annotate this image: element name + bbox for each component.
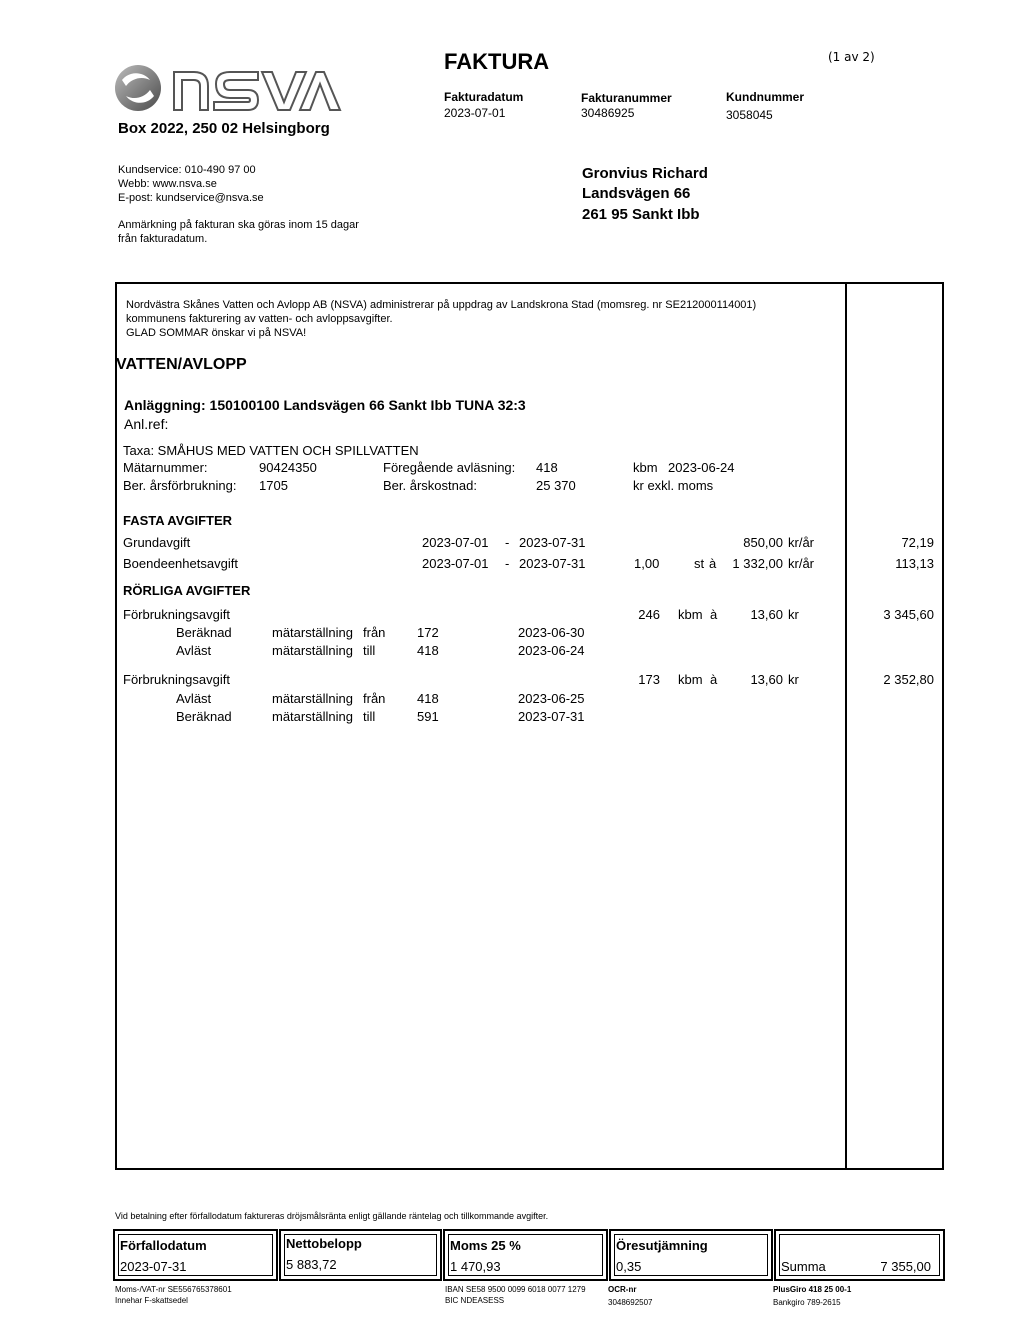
arsforbrukning-value: 1705 (259, 478, 288, 493)
usage-fee-amount: 2 352,80 (883, 672, 934, 687)
fee-to: 2023-07-31 (519, 556, 586, 571)
reading-date: 2023-06-24 (518, 643, 585, 658)
usage-fee-price-unit: kr (788, 672, 799, 687)
reading-label: mätarställning (272, 691, 353, 706)
intro-line-1: Nordvästra Skånes Vatten och Avlopp AB (NSVA) administrerar på uppdrag av Landskrona Stad (momsreg. nr SE212000114001) (126, 299, 757, 311)
fee-from: 2023-07-01 (422, 535, 489, 550)
reading-type: Avläst (176, 691, 212, 706)
fee-name: Grundavgift (123, 535, 191, 550)
usage-fee-amount: 3 345,60 (883, 607, 934, 622)
usage-fee-qty: 173 (638, 672, 660, 687)
company-address: Box 2022, 250 02 Helsingborg (118, 120, 330, 137)
netto-value: 5 883,72 (286, 1257, 337, 1272)
moms-label: Moms 25 % (450, 1238, 521, 1253)
reading-value: 591 (417, 709, 439, 724)
reading-value: 172 (417, 625, 439, 640)
forfallodatum-label: Förfallodatum (120, 1238, 207, 1253)
oresutjamning-value: 0,35 (616, 1259, 642, 1274)
ocr-value: 3048692507 (608, 1298, 653, 1307)
fakturanummer-value: 30486925 (581, 106, 635, 120)
late-payment-note: Vid betalning efter förfallodatum faktureras dröjsmålsränta enligt gällande räntelag och tillkommande avgifter. (115, 1211, 549, 1221)
kundservice-phone: Kundservice: 010-490 97 00 (118, 164, 256, 176)
usage-fee-a: à (710, 607, 718, 622)
summa-box (774, 1229, 945, 1281)
recipient-city: 261 95 Sankt Ibb (582, 206, 700, 223)
f-skatt-note: Innehar F-skattsedel (115, 1296, 188, 1305)
matarnummer-value: 90424350 (259, 460, 317, 475)
intro-line-2: kommunens fakturering av vatten- och avloppsavgifter. (126, 313, 393, 325)
foregaende-value: 418 (536, 460, 558, 475)
usage-fee-name: Förbrukningsavgift (123, 607, 230, 622)
fakturanummer-label: Fakturanummer (581, 91, 672, 105)
recipient-name: Gronvius Richard (582, 165, 708, 182)
netto-box (279, 1229, 442, 1281)
fakturadatum-label: Fakturadatum (444, 90, 524, 104)
arsforbrukning-label: Ber. årsförbrukning: (123, 478, 237, 493)
reading-type: Beräknad (176, 709, 232, 724)
nsva-logo (112, 62, 342, 114)
recipient-street: Landsvägen 66 (582, 185, 691, 202)
reading-date: 2023-07-31 (518, 709, 585, 724)
reading-dir: till (363, 709, 376, 724)
bic: BIC NDEASESS (445, 1296, 505, 1305)
anlaggning-ref: Anl.ref: (124, 416, 169, 432)
section-heading: VATTEN/AVLOPP (116, 356, 247, 373)
forfallodatum-value: 2023-07-31 (120, 1259, 187, 1274)
fee-price: 850,00 (743, 535, 783, 550)
reading-label: mätarställning (272, 709, 353, 724)
website: Webb: www.nsva.se (118, 178, 217, 190)
rorliga-heading: RÖRLIGA AVGIFTER (123, 583, 251, 598)
reading-dir: från (363, 625, 386, 640)
fee-dash: - (505, 535, 510, 550)
page-indicator: (1 av 2) (828, 50, 875, 64)
foregaende-label: Föregående avläsning: (383, 460, 516, 475)
netto-label: Nettobelopp (286, 1236, 362, 1251)
reading-dir: till (363, 643, 376, 658)
remark-note-2: från fakturadatum. (118, 233, 208, 245)
reading-date: 2023-06-25 (518, 691, 585, 706)
forfallodatum-box (113, 1229, 278, 1281)
foregaende-unit: kbm (633, 460, 658, 475)
invoice-title: FAKTURA (444, 49, 550, 74)
fee-amount: 113,13 (895, 556, 934, 571)
invoice-body-box (115, 282, 944, 1170)
arskostnad-label: Ber. årskostnad: (383, 478, 477, 493)
usage-fee-price: 13,60 (750, 672, 783, 687)
usage-fee-name: Förbrukningsavgift (123, 672, 230, 687)
fee-to: 2023-07-31 (519, 535, 586, 550)
fee-qty: 1,00 (634, 556, 660, 571)
fee-unit: st (694, 556, 705, 571)
reading-date: 2023-06-30 (518, 625, 585, 640)
fasta-heading: FASTA AVGIFTER (123, 513, 233, 528)
oresutjamning-label: Öresutjämning (616, 1238, 708, 1253)
email: E-post: kundservice@nsva.se (118, 192, 264, 204)
kundnummer-label: Kundnummer (726, 90, 804, 104)
anlaggning: Anläggning: 150100100 Landsvägen 66 Sankt Ibb TUNA 32:3 (124, 397, 526, 413)
moms-value: 1 470,93 (450, 1259, 501, 1274)
oresutjamning-box (609, 1229, 773, 1281)
reading-value: 418 (417, 643, 439, 658)
iban: IBAN SE58 9500 0099 6018 0077 1279 (445, 1285, 586, 1294)
foregaende-date: 2023-06-24 (668, 460, 735, 475)
remark-note-1: Anmärkning på fakturan ska göras inom 15 dagar (118, 219, 359, 231)
amount-column-divider (845, 282, 847, 1170)
usage-fee-price: 13,60 (750, 607, 783, 622)
fee-amount: 72,19 (901, 535, 934, 550)
fee-dash: - (505, 556, 510, 571)
reading-label: mätarställning (272, 625, 353, 640)
reading-dir: från (363, 691, 386, 706)
usage-fee-qty: 246 (638, 607, 660, 622)
fakturadatum-value: 2023-07-01 (444, 106, 506, 120)
reading-type: Avläst (176, 643, 212, 658)
taxa: Taxa: SMÅHUS MED VATTEN OCH SPILLVATTEN (123, 443, 419, 458)
usage-fee-unit: kbm (678, 607, 703, 622)
bankgiro: Bankgiro 789-2615 (773, 1298, 841, 1307)
intro-line-3: GLAD SOMMAR önskar vi på NSVA! (126, 327, 307, 339)
reading-value: 418 (417, 691, 439, 706)
kundnummer-value: 3058045 (726, 108, 773, 122)
usage-fee-price-unit: kr (788, 607, 799, 622)
ocr-label: OCR-nr (608, 1285, 637, 1294)
fee-name: Boendeenhetsavgift (123, 556, 238, 571)
fee-price: 1 332,00 (732, 556, 783, 571)
fee-from: 2023-07-01 (422, 556, 489, 571)
reading-label: mätarställning (272, 643, 353, 658)
matarnummer-label: Mätarnummer: (123, 460, 208, 475)
usage-fee-unit: kbm (678, 672, 703, 687)
usage-fee-a: à (710, 672, 718, 687)
plusgiro: PlusGiro 418 25 00-1 (773, 1285, 852, 1294)
fee-price-unit: kr/år (788, 556, 814, 571)
summa-label: Summa (781, 1259, 826, 1274)
arskostnad-unit: kr exkl. moms (633, 478, 714, 493)
fee-a: à (709, 556, 717, 571)
vat-number: Moms-/VAT-nr SE556765378601 (115, 1285, 232, 1294)
arskostnad-value: 25 370 (536, 478, 576, 493)
summa-value: 7 355,00 (880, 1259, 931, 1274)
moms-box (443, 1229, 608, 1281)
reading-type: Beräknad (176, 625, 232, 640)
fee-price-unit: kr/år (788, 535, 814, 550)
